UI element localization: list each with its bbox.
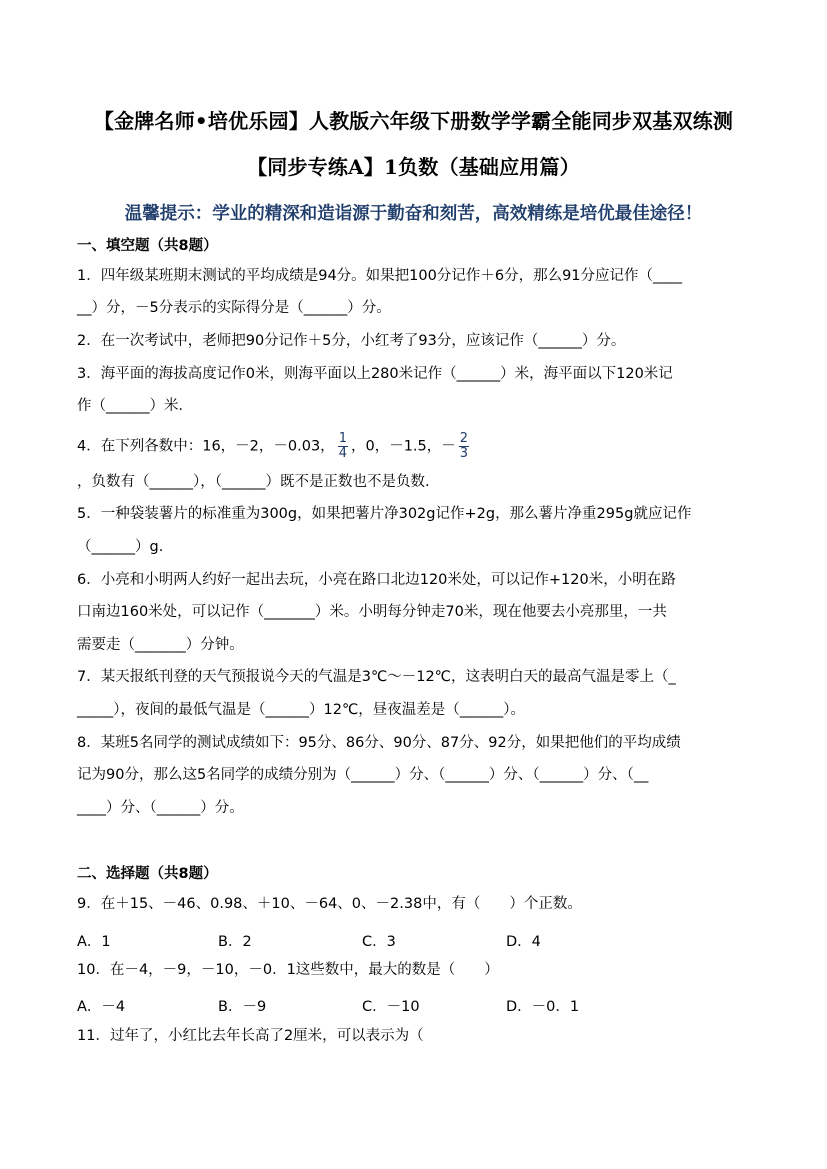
question-line: 8．某班5名同学的测试成绩如下：95分、86分、90分、87分、92分，如果把他们的平均成绩	[77, 735, 681, 751]
q9-option-b[interactable]: B．2	[218, 934, 252, 950]
question-line: （______）g．	[77, 539, 174, 555]
question-line: 作（______）米．	[77, 398, 193, 414]
question-line: __）分，－5分表示的实际得分是（______）分。	[77, 300, 391, 316]
question-line: 口南边160米处，可以记作（_______）米。小明每分钟走70米，现在他要去小亮那里，一共	[77, 604, 667, 620]
q10-option-a[interactable]: A．－4	[77, 999, 126, 1015]
section-heading-fill-blank: 一、填空题（共8题）	[77, 238, 218, 254]
question-line: 1．四年级某班期末测试的平均成绩是94分。如果把100分记作＋6分，那么91分应记作（____	[77, 268, 683, 284]
question-line: 需要走（_______）分钟。	[77, 637, 244, 653]
question-9: 9．在＋15、－46、0.98、＋10、－64、0、－2.38中，有（ ）个正数。	[77, 896, 582, 912]
tip-banner: 温馨提示：学业的精深和造诣源于勤奋和刻苦，高效精练是培优最佳途径！	[124, 204, 703, 224]
section-heading-choice: 二、选择题（共8题）	[77, 866, 218, 882]
q10-option-d[interactable]: D．－0．1	[506, 999, 580, 1015]
fraction-one-quarter: $\frac{1}{4}$	[338, 431, 347, 461]
q10-option-c[interactable]: C．－10	[362, 999, 420, 1015]
question-10: 10．在－4，－9，－10，－0．1这些数中，最大的数是（ ）	[77, 962, 499, 978]
question-line: 7．某天报纸刊登的天气预报说今天的气温是3℃～－12℃，这表明白天的最高气温是零上（_	[77, 669, 676, 685]
fraction-two-thirds: $\frac{2}{3}$	[459, 431, 469, 461]
question-line: 3．海平面的海拔高度记作0米，则海平面以上280米记作（______）米，海平面以下120米记	[77, 366, 673, 382]
question-11: 11．过年了，小红比去年长高了2厘米，可以表示为（	[77, 1028, 424, 1044]
q4-middle: ，0，－1.5，－	[350, 438, 456, 455]
document-subtitle: 【同步专练A】1负数（基础应用篇）	[247, 155, 580, 179]
q9-option-a[interactable]: A．1	[77, 934, 111, 950]
q9-option-c[interactable]: C．3	[362, 934, 396, 950]
question-line: 记为90分，那么这5名同学的成绩分别为（______）分、（______）分、（______）分、（__	[77, 767, 649, 783]
document-title: 【金牌名师•培优乐园】人教版六年级下册数学学霸全能同步双基双练测	[93, 109, 734, 133]
question-line: ____）分、（______）分。	[77, 800, 244, 816]
question-line: 2．在一次考试中，老师把90分记作＋5分，小红考了93分，应该记作（______）分。	[77, 333, 626, 349]
question-line: 5．一种袋装薯片的标准重为300g，如果把薯片净302g记作+2g，那么薯片净重295g就应记作	[77, 506, 692, 522]
q10-option-b[interactable]: B．－9	[218, 999, 267, 1015]
question-line: 6．小亮和小明两人约好一起出去玩，小亮在路口北边120米处，可以记作+120米，小明在路	[77, 572, 676, 588]
question-line: _____），夜间的最低气温是（______）12℃，昼夜温差是（______）。	[77, 702, 525, 718]
q9-option-d[interactable]: D．4	[506, 934, 541, 950]
question-4-line	[77, 432, 472, 461]
q4-prefix: 4．在下列各数中：16，－2，－0.03，	[77, 438, 335, 455]
question-line: ，负数有（______），（______）既不是正数也不是负数.	[77, 474, 430, 490]
